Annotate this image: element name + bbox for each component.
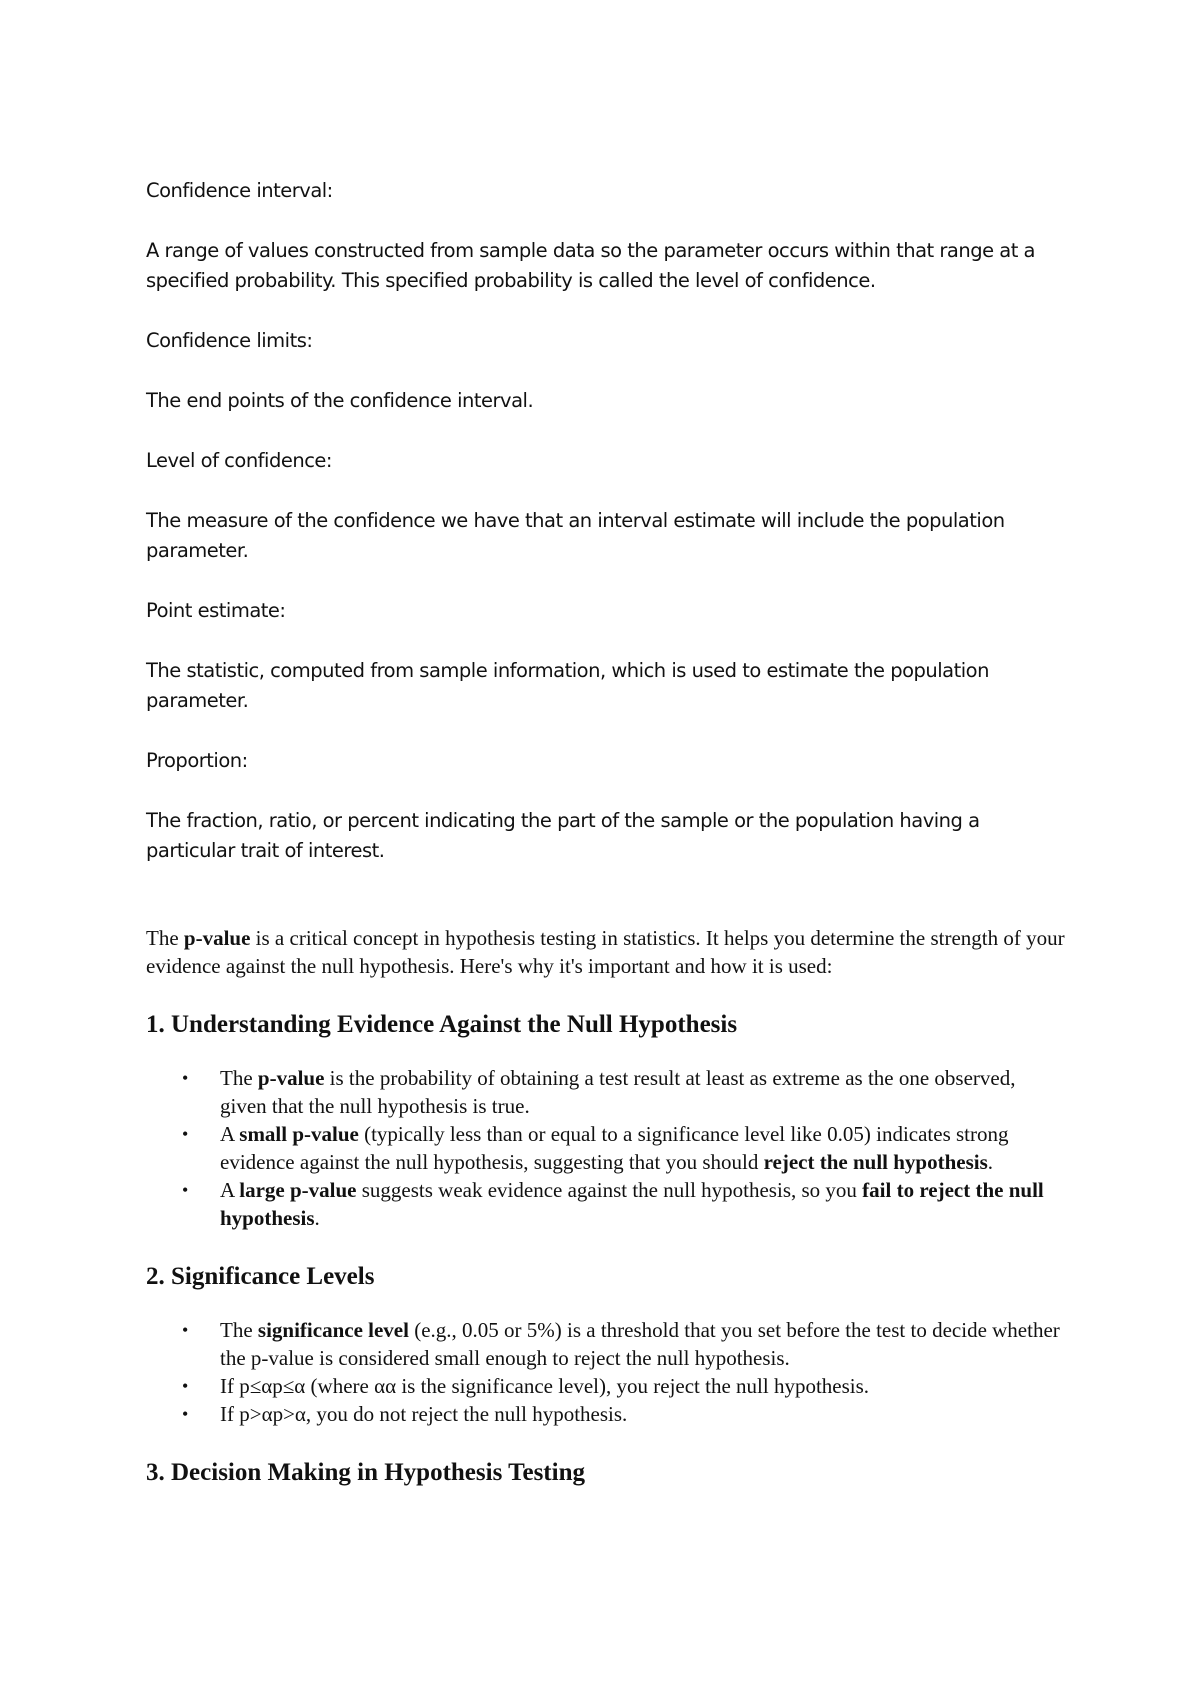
- bullet-item: [146, 1176, 1066, 1232]
- bullet-icon: •: [182, 1404, 189, 1424]
- bullet-bold-text: p-value: [257, 1066, 325, 1090]
- bullet-text: .: [314, 1206, 320, 1230]
- bullet-icon: •: [182, 1068, 189, 1088]
- section-heading-1: 1. Understanding Evidence Against the Null Hypothesis: [146, 1011, 738, 1038]
- bullet-text: A: [220, 1178, 240, 1202]
- bullet-bold-text: significance level: [257, 1318, 409, 1342]
- bullet-text: A: [220, 1122, 240, 1146]
- section-heading-2: 2. Significance Levels: [146, 1263, 375, 1290]
- definition-text: The end points of the confidence interval.: [146, 389, 534, 412]
- section-1-bullet-list: [146, 1064, 1066, 1232]
- bullet-item: [146, 1316, 1066, 1372]
- bullet-text: The: [220, 1318, 258, 1342]
- intro-bold-term: p-value: [183, 926, 251, 950]
- section-2-bullet-list: [146, 1316, 1066, 1428]
- bullet-icon: •: [182, 1124, 189, 1144]
- bullet-item: [146, 1120, 1066, 1176]
- definition-text: The measure of the confidence we have that an interval estimate will include the population parameter.: [146, 509, 1005, 562]
- definition-term: Confidence limits:: [146, 329, 313, 352]
- bullet-bold-text: fail to reject the null hypothesis: [220, 1178, 1044, 1230]
- bullet-text: (e.g., 0.05 or 5%) is a threshold that you set before the test to decide whether the p-value is considered small enough to reject the null hypothesis.: [220, 1318, 1060, 1370]
- bullet-text: If p≤αp≤α (where αα is the significance level), you reject the null hypothesis.: [220, 1374, 870, 1398]
- bullet-bold-text: large p-value: [239, 1178, 357, 1202]
- definition-text: A range of values constructed from sample data so the parameter occurs within that range at a specified probability. This specified probability is called the level of confidence.: [146, 239, 1036, 292]
- definition-term: Point estimate:: [146, 599, 286, 622]
- bullet-text: If p>αp>α, you do not reject the null hypothesis.: [220, 1402, 628, 1426]
- bullet-text: suggests weak evidence against the null hypothesis, so you: [356, 1178, 863, 1202]
- bullet-item: [146, 1400, 1066, 1428]
- definition-term: Proportion:: [146, 749, 248, 772]
- definition-term: Level of confidence:: [146, 449, 332, 472]
- definition-term: Confidence interval:: [146, 179, 333, 202]
- bullet-item: [146, 1064, 1066, 1120]
- bullet-bold-text: reject the null hypothesis: [763, 1150, 988, 1174]
- intro-text: The: [146, 926, 184, 950]
- bullet-text: (typically less than or equal to a significance level like 0.05) indicates strong evidence against the null hypothesis, suggesting that you should: [220, 1122, 1009, 1174]
- bullet-text: is the probability of obtaining a test result at least as extreme as the one observed, given that the null hypothesis is true.: [220, 1066, 1016, 1118]
- intro-text: is a critical concept in hypothesis testing in statistics. It helps you determine the strength of your evidence against the null hypothesis. Here's why it's important and how it is used:: [146, 926, 1065, 978]
- pvalue-intro-paragraph: [146, 924, 1066, 980]
- bullet-icon: •: [182, 1376, 189, 1396]
- bullet-icon: •: [182, 1320, 189, 1340]
- bullet-item: [146, 1372, 1066, 1400]
- document-content: [146, 176, 1066, 1512]
- bullet-icon: •: [182, 1180, 189, 1200]
- definition-text: The fraction, ratio, or percent indicating the part of the sample or the population having a particular trait of interest.: [146, 809, 980, 862]
- bullet-bold-text: small p-value: [239, 1122, 359, 1146]
- bullet-text: The: [220, 1066, 258, 1090]
- definition-text: The statistic, computed from sample information, which is used to estimate the population parameter.: [146, 659, 989, 712]
- bullet-text: .: [987, 1150, 994, 1174]
- section-heading-3: 3. Decision Making in Hypothesis Testing: [146, 1459, 585, 1486]
